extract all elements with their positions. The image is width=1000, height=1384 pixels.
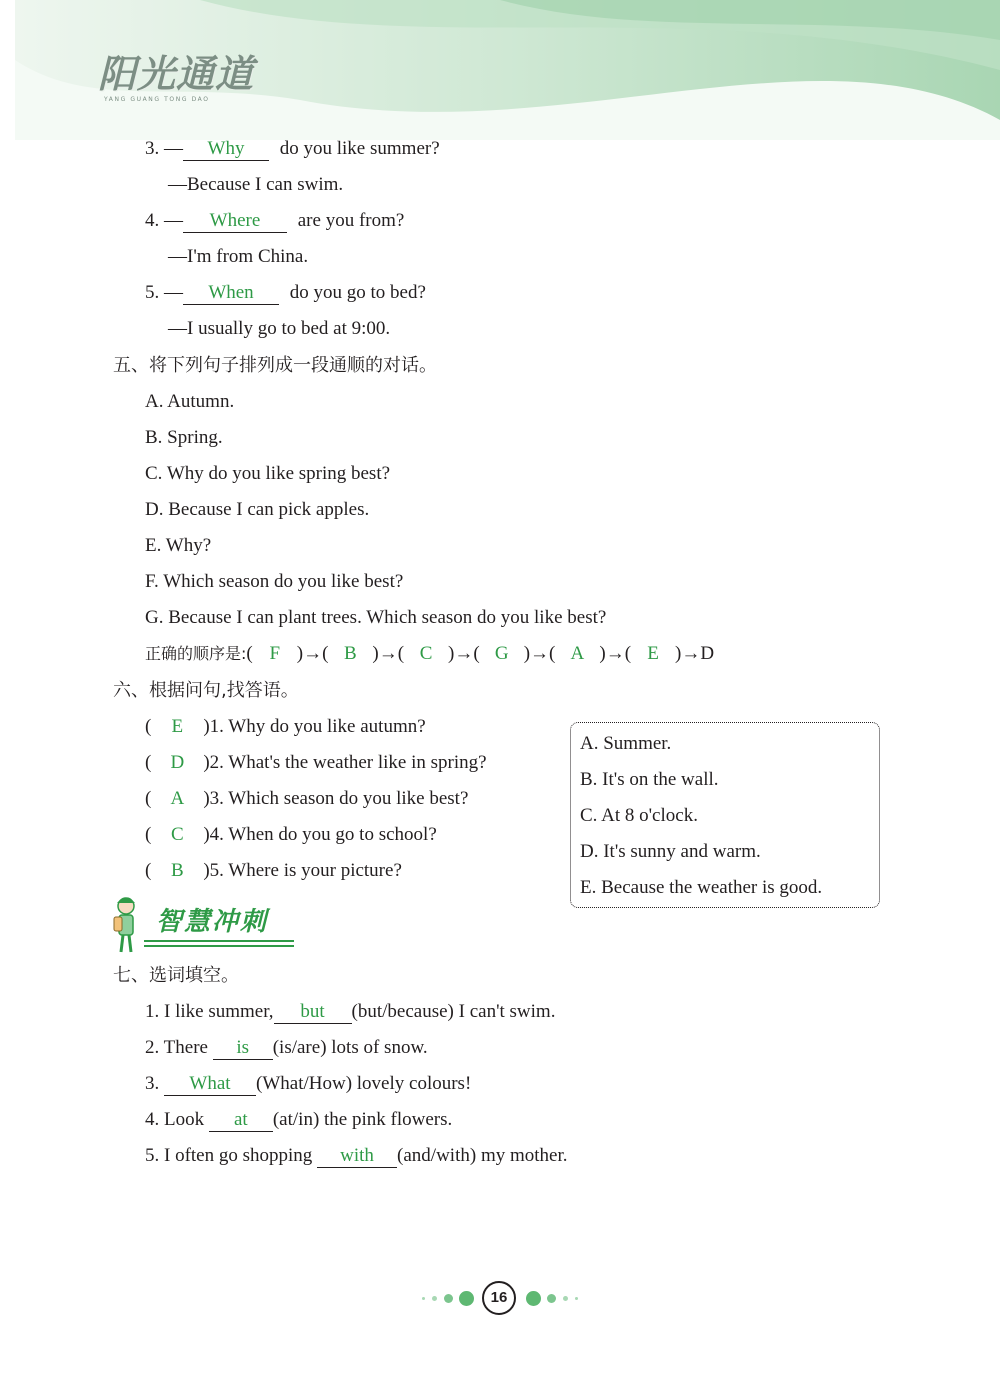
fill-prefix: 1. I like summer,	[145, 1001, 274, 1022]
sentence-g: G. Because I can plant trees. Which season do you like best?	[145, 607, 607, 628]
match-question-4: ( C )4. When do you go to school?	[145, 824, 437, 845]
answer-blank	[213, 1037, 273, 1060]
banner-title: 智慧冲刺	[156, 907, 269, 937]
q4-item-4	[145, 209, 404, 233]
sentence-b: B. Spring.	[145, 427, 223, 448]
logo-subtitle: YANG GUANG TONG DAO	[104, 96, 210, 103]
answer-text: When	[208, 282, 254, 303]
option-d: D. It's sunny and warm.	[580, 841, 761, 862]
fill-prefix: 2. There	[145, 1037, 208, 1058]
match-answer: B	[170, 860, 184, 881]
item-number: 5.	[145, 282, 160, 303]
sentence-d: D. Because I can pick apples.	[145, 499, 370, 520]
banner-underline	[144, 940, 294, 942]
banner-underline	[144, 945, 294, 947]
order-slot: ( A )	[549, 643, 606, 664]
fill-suffix: (but/because) I can't swim.	[351, 1001, 556, 1022]
match-question-5: ( B )5. Where is your picture?	[145, 860, 402, 881]
q4-reply-4: —I'm from China.	[168, 246, 309, 267]
answer-blank	[209, 1109, 273, 1132]
match-question-text: )3. Which season do you like best?	[203, 788, 469, 809]
answer-text: at	[234, 1109, 248, 1130]
fill-suffix: (and/with) my mother.	[397, 1145, 568, 1166]
match-answer: C	[170, 824, 184, 845]
answer-blank	[183, 210, 287, 233]
sprint-banner	[108, 893, 298, 957]
brand-logo	[98, 52, 254, 104]
decor-dot	[563, 1296, 568, 1301]
question-text: are you from?	[297, 210, 405, 231]
decor-dot	[575, 1297, 578, 1300]
match-question-text: )5. Where is your picture?	[203, 860, 402, 881]
question-text: do you like summer?	[279, 138, 440, 159]
match-question-text: )2. What's the weather like in spring?	[203, 752, 487, 773]
order-answer: G	[494, 643, 509, 664]
answer-text: with	[340, 1145, 374, 1166]
match-question-1: ( E )1. Why do you like autumn?	[145, 716, 426, 737]
fill-suffix: (is/are) lots of snow.	[272, 1037, 428, 1058]
answer-options-box	[570, 722, 880, 908]
question-text: do you go to bed?	[289, 282, 426, 303]
fill-item-4	[145, 1108, 452, 1132]
order-answer: A	[570, 643, 585, 664]
order-slot: ( E )	[624, 643, 682, 664]
dash: —	[164, 282, 183, 303]
fill-item-2	[145, 1036, 428, 1060]
match-question-text: )4. When do you go to school?	[203, 824, 437, 845]
option-c: C. At 8 o'clock.	[580, 805, 698, 826]
dash: —	[164, 210, 183, 231]
q4-reply-5: —I usually go to bed at 9:00.	[168, 318, 391, 339]
q4-reply-3: —Because I can swim.	[168, 174, 344, 195]
decor-dot	[459, 1291, 474, 1306]
answer-text: is	[236, 1037, 250, 1058]
fill-suffix: (What/How) lovely colours!	[256, 1073, 472, 1094]
decor-dot	[444, 1294, 453, 1303]
option-b: B. It's on the wall.	[580, 769, 719, 790]
match-question-3: ( A )3. Which season do you like best?	[145, 788, 469, 809]
answer-blank	[274, 1001, 352, 1024]
match-question-2: ( D )2. What's the weather like in spring?	[145, 752, 487, 773]
match-answer: A	[170, 788, 185, 809]
order-label: 正确的顺序是:	[145, 644, 247, 663]
order-answer: F	[269, 643, 281, 664]
item-number: 4.	[145, 210, 160, 231]
match-question-text: )1. Why do you like autumn?	[203, 716, 426, 737]
answer-blank	[317, 1145, 397, 1168]
logo-text: 阳光通道	[98, 52, 255, 96]
answer-blank	[164, 1073, 256, 1096]
q4-item-3	[145, 137, 440, 161]
answer-text: but	[300, 1001, 325, 1022]
answer-blank	[183, 138, 269, 161]
q4-item-5	[145, 281, 426, 305]
match-answer: D	[170, 752, 185, 773]
answer-text: Where	[209, 210, 261, 231]
option-e: E. Because the weather is good.	[580, 877, 823, 898]
order-slot: ( B )	[322, 643, 379, 664]
order-answer-row: 正确的顺序是:( F )→( B )→( C )→( G )→( A )→( E )→D	[145, 643, 715, 664]
page-number: 16	[482, 1281, 516, 1315]
answer-text: What	[189, 1073, 231, 1094]
order-slot: ( C )	[397, 643, 455, 664]
decor-dot	[526, 1291, 541, 1306]
option-a: A. Summer.	[580, 733, 672, 754]
fill-prefix: 4. Look	[145, 1109, 205, 1130]
sentence-f: F. Which season do you like best?	[145, 571, 404, 592]
fill-item-3	[145, 1072, 471, 1096]
decor-dot	[547, 1294, 556, 1303]
order-answer: C	[419, 643, 433, 664]
order-answer: B	[344, 643, 357, 664]
section7-heading: 七、选词填空。	[113, 965, 239, 986]
page-footer	[420, 1279, 580, 1319]
order-slot: ( F )	[246, 643, 304, 664]
student-icon	[110, 895, 144, 955]
section6-heading: 六、根据问句,找答语。	[113, 680, 299, 701]
sentence-c: C. Why do you like spring best?	[145, 463, 391, 484]
decor-dot	[422, 1297, 425, 1300]
item-number: 3.	[145, 138, 160, 159]
section5-heading: 五、将下列句子排列成一段通顺的对话。	[113, 355, 437, 376]
fill-item-1	[145, 1000, 555, 1024]
decor-dot	[432, 1296, 437, 1301]
fill-prefix: 3.	[145, 1073, 160, 1094]
fill-suffix: (at/in) the pink flowers.	[272, 1109, 453, 1130]
sentence-e: E. Why?	[145, 535, 212, 556]
order-last: D	[700, 643, 715, 664]
order-slot: ( G )	[473, 643, 531, 664]
answer-text: Why	[207, 138, 245, 159]
sentence-a: A. Autumn.	[145, 391, 235, 412]
dash: —	[164, 138, 183, 159]
match-answer: E	[171, 716, 184, 737]
answer-blank	[183, 282, 279, 305]
fill-prefix: 5. I often go shopping	[145, 1145, 313, 1166]
order-answer: E	[647, 643, 659, 664]
fill-item-5	[145, 1144, 568, 1168]
